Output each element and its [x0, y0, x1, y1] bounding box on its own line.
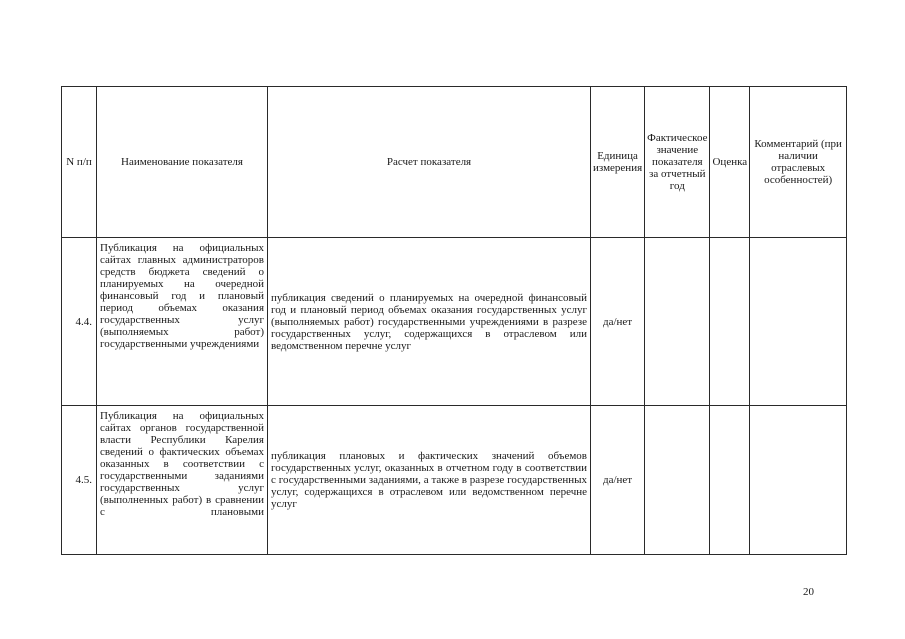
page-number: 20 — [803, 586, 814, 598]
header-comment: Комментарий (при наличии отраслевых особенностей) — [750, 87, 847, 238]
header-name: Наименование показателя — [97, 87, 268, 238]
unit-of-measure: да/нет — [591, 406, 645, 555]
header-row — [62, 87, 847, 238]
actual-value-cell — [645, 238, 710, 406]
indicator-calculation: публикация сведений о планируемых на очередной финансовый год и плановый период объемах оказания государственных услуг (выполняемых работ) государственными учреждениями в разрезе государственных услуг, содержащихся в отраслевом или ведомственном перечне услуг — [268, 238, 591, 406]
indicators-table — [61, 86, 847, 555]
row-number: 4.4. — [62, 238, 97, 406]
indicator-name: Публикация на официальных сайтах главных администраторов средств бюджета сведений о планируемых на очередной финансовый год и плановый период объемах оказания государственных услуг (выполняемых работ) государственными учреждениями — [97, 238, 268, 406]
header-num: N п/п — [62, 87, 97, 238]
actual-value-cell — [645, 406, 710, 555]
score-cell — [710, 238, 750, 406]
header-unit: Единица измерения — [591, 87, 645, 238]
header-actual: Фактическое значение показателя за отчетный год — [645, 87, 710, 238]
header-score: Оценка — [710, 87, 750, 238]
comment-cell — [750, 406, 847, 555]
indicator-calculation: публикация плановых и фактических значений объемов государственных услуг, оказанных в отчетном году в соответствии с государственными заданиями, а также в разрезе государственных услуг, содержащихся в отраслевом или ведомственном перечне услуг — [268, 406, 591, 555]
score-cell — [710, 406, 750, 555]
indicator-name: Публикация на официальных сайтах органов государственной власти Республики Карелия сведений о фактических объемах оказанных в соответствии с государственными заданиями государственных услуг (выполненных работ) в сравнении с плановыми — [97, 406, 268, 555]
table-row — [62, 406, 847, 555]
comment-cell — [750, 238, 847, 406]
table-row — [62, 238, 847, 406]
row-number: 4.5. — [62, 406, 97, 555]
header-calc: Расчет показателя — [268, 87, 591, 238]
unit-of-measure: да/нет — [591, 238, 645, 406]
